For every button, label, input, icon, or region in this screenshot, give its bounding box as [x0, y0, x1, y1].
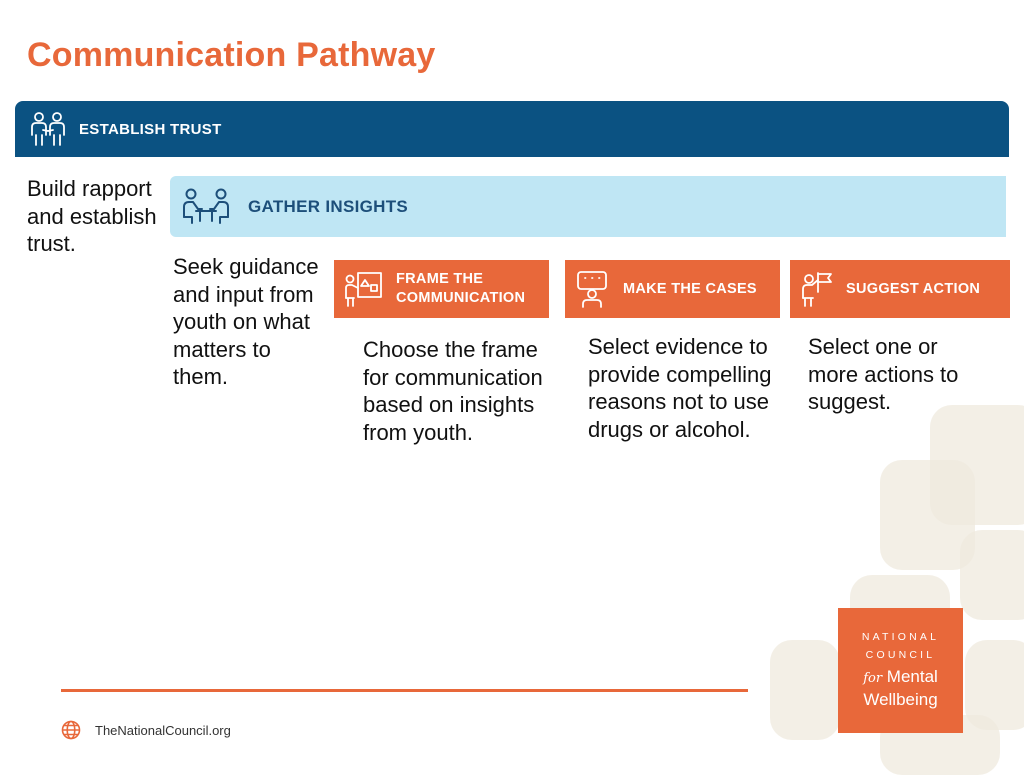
frame-communication-label-line1: FRAME THE	[396, 271, 484, 287]
decorative-block	[960, 530, 1024, 620]
footer-divider	[61, 689, 748, 692]
suggest-action-label: SUGGEST ACTION	[846, 280, 981, 297]
establish-trust-bar	[15, 101, 1009, 157]
logo-line-council: COUNCIL	[865, 649, 936, 661]
frame-communication-label-line2: COMMUNICATION	[396, 290, 526, 306]
speech-bubble-person-icon	[575, 270, 611, 308]
suggest-action-description: Select one or more actions to suggest.	[808, 334, 959, 415]
frame-communication-bar	[334, 260, 549, 318]
logo-for: for	[863, 671, 883, 686]
page-title: Communication Pathway	[27, 36, 436, 74]
frame-communication-label	[396, 270, 525, 308]
footer-website-link[interactable]: TheNationalCouncil.org	[95, 722, 231, 738]
meeting-table-icon	[180, 187, 232, 227]
logo-line-for-mental	[838, 666, 963, 689]
make-cases-description: Select evidence to provide compelling reasons not to use drugs or alcohol.	[588, 334, 772, 442]
establish-trust-label: ESTABLISH TRUST	[79, 120, 222, 138]
decorative-block	[770, 640, 840, 740]
globe-icon	[61, 720, 81, 740]
logo-line-wellbeing: Wellbeing	[863, 690, 938, 709]
logo-line-national: NATIONAL	[861, 631, 940, 643]
two-people-icon	[29, 111, 67, 147]
frame-communication-description: Choose the frame for communication based on insights from youth.	[363, 337, 543, 445]
national-council-logo	[838, 608, 963, 733]
make-cases-label: MAKE THE CASES	[623, 280, 757, 297]
establish-trust-description: Build rapport and establish trust.	[27, 176, 157, 257]
gather-insights-description: Seek guidance and input from youth on what matters to them.	[173, 254, 319, 390]
person-flag-icon	[800, 270, 834, 308]
gather-insights-bar	[170, 176, 1006, 237]
suggest-action-bar	[790, 260, 1010, 318]
footer	[61, 720, 231, 740]
presenter-board-icon	[344, 270, 384, 308]
gather-insights-label: GATHER INSIGHTS	[248, 197, 409, 216]
logo-mental: Mental	[886, 667, 938, 686]
make-cases-bar	[565, 260, 780, 318]
